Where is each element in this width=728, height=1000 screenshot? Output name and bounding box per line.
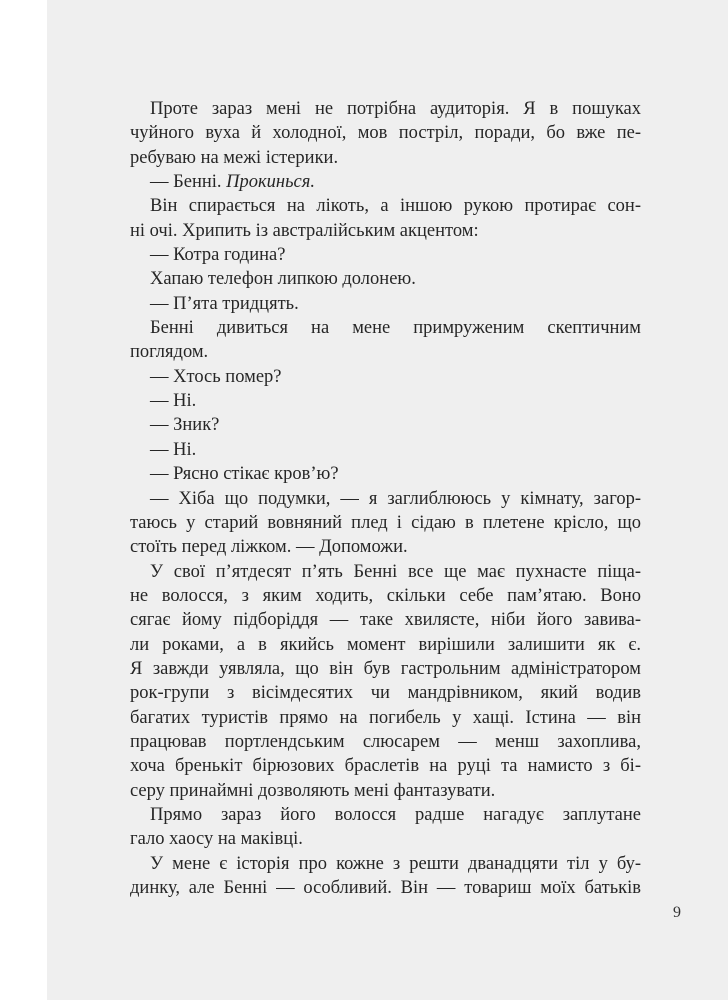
line-text: сягає йому підборіддя — таке хвилясте, ніби його завива- bbox=[130, 610, 641, 631]
text-line bbox=[130, 535, 641, 559]
text-line bbox=[130, 267, 641, 291]
text-line bbox=[130, 827, 641, 851]
text-line bbox=[130, 779, 641, 803]
text-line bbox=[130, 608, 641, 632]
line-text: — Хіба що подумки, — я заглиблююсь у кімнату, загор- bbox=[150, 488, 641, 509]
line-text: Хапаю телефон липкою долонею. bbox=[150, 269, 416, 290]
text-line bbox=[130, 681, 641, 705]
line-text: У мене є історія про кожне з решти дванадцяти тіл у бу- bbox=[150, 853, 641, 874]
text-line bbox=[130, 876, 641, 900]
line-text: серу принаймні дозволяють мені фантазувати. bbox=[130, 780, 496, 801]
text-line bbox=[130, 97, 641, 121]
text-line bbox=[130, 487, 641, 511]
line-text: чуйного вуха й холодної, мов постріл, поради, бо вже пе- bbox=[130, 123, 641, 144]
line-text: працював портлендським слюсарем — менш захоплива, bbox=[130, 731, 641, 752]
text-line bbox=[130, 413, 641, 437]
text-line bbox=[130, 170, 641, 194]
text-line bbox=[130, 316, 641, 340]
line-text: — Котра година? bbox=[150, 245, 286, 266]
line-text: гало хаосу на маківці. bbox=[130, 829, 303, 850]
text-line bbox=[130, 194, 641, 218]
line-text: Прямо зараз його волосся радше нагадує заплутане bbox=[150, 804, 641, 825]
text-line bbox=[130, 633, 641, 657]
text-line bbox=[130, 657, 641, 681]
text-line bbox=[130, 511, 641, 535]
line-text: стоїть перед ліжком. — Допоможи. bbox=[130, 537, 408, 558]
body-text bbox=[130, 97, 641, 900]
emphasized-text: Прокинься. bbox=[226, 172, 315, 193]
line-text: хоча бренькіт бірюзових браслетів на руці та намисто з бі- bbox=[130, 756, 641, 777]
line-text: — Хтось помер? bbox=[150, 366, 282, 387]
text-line bbox=[130, 243, 641, 267]
line-text: Він спирається на лікоть, а іншою рукою протирає сон- bbox=[150, 196, 641, 217]
line-text: не волосся, з яким ходить, скільки себе пам’ятаю. Воно bbox=[130, 585, 641, 606]
line-text: — Ні. bbox=[150, 391, 197, 412]
text-line bbox=[130, 365, 641, 389]
text-line bbox=[130, 852, 641, 876]
text-line bbox=[130, 389, 641, 413]
text-line bbox=[130, 754, 641, 778]
line-text: ли роками, а в якийсь момент вирішили залишити як є. bbox=[130, 634, 641, 655]
text-line bbox=[130, 438, 641, 462]
line-text: ні очі. Хрипить із австралійським акцентом: bbox=[130, 220, 479, 241]
text-line bbox=[130, 730, 641, 754]
text-line bbox=[130, 584, 641, 608]
book-page bbox=[47, 0, 728, 1000]
text-line bbox=[130, 803, 641, 827]
text-line bbox=[130, 462, 641, 486]
line-text: таюсь у старий вовняний плед і сідаю в плетене крісло, що bbox=[130, 512, 641, 533]
line-text: У свої п’ятдесят п’ять Бенні все ще має пухнасте піща- bbox=[150, 561, 641, 582]
line-text: — Бенні. bbox=[150, 172, 227, 193]
page-number: 9 bbox=[673, 904, 681, 921]
text-line bbox=[130, 219, 641, 243]
line-text: Я завжди уявляла, що він був гастрольним адміністратором bbox=[130, 658, 641, 679]
text-line bbox=[130, 292, 641, 316]
line-text: поглядом. bbox=[130, 342, 209, 363]
line-text: багатих туристів прямо на погибель у хащі. Істина — він bbox=[130, 707, 641, 728]
line-text: — Зник? bbox=[150, 415, 220, 436]
text-line bbox=[130, 121, 641, 145]
text-line bbox=[130, 340, 641, 364]
line-text: — Ні. bbox=[150, 439, 197, 460]
line-text: Проте зараз мені не потрібна аудиторія. Я в пошуках bbox=[150, 99, 641, 119]
text-line bbox=[130, 706, 641, 730]
text-line bbox=[130, 146, 641, 170]
line-text: Бенні дивиться на мене примруженим скептичним bbox=[150, 318, 641, 339]
line-text: — Рясно стікає кров’ю? bbox=[150, 464, 339, 485]
line-text: — П’ята тридцять. bbox=[150, 293, 299, 314]
text-line bbox=[130, 560, 641, 584]
line-text: ребуваю на межі істерики. bbox=[130, 147, 339, 168]
line-text: динку, але Бенні — особливий. Він — товариш моїх батьків bbox=[130, 878, 641, 898]
line-text: рок-групи з вісімдесятих чи мандрівником, який водив bbox=[130, 683, 641, 704]
